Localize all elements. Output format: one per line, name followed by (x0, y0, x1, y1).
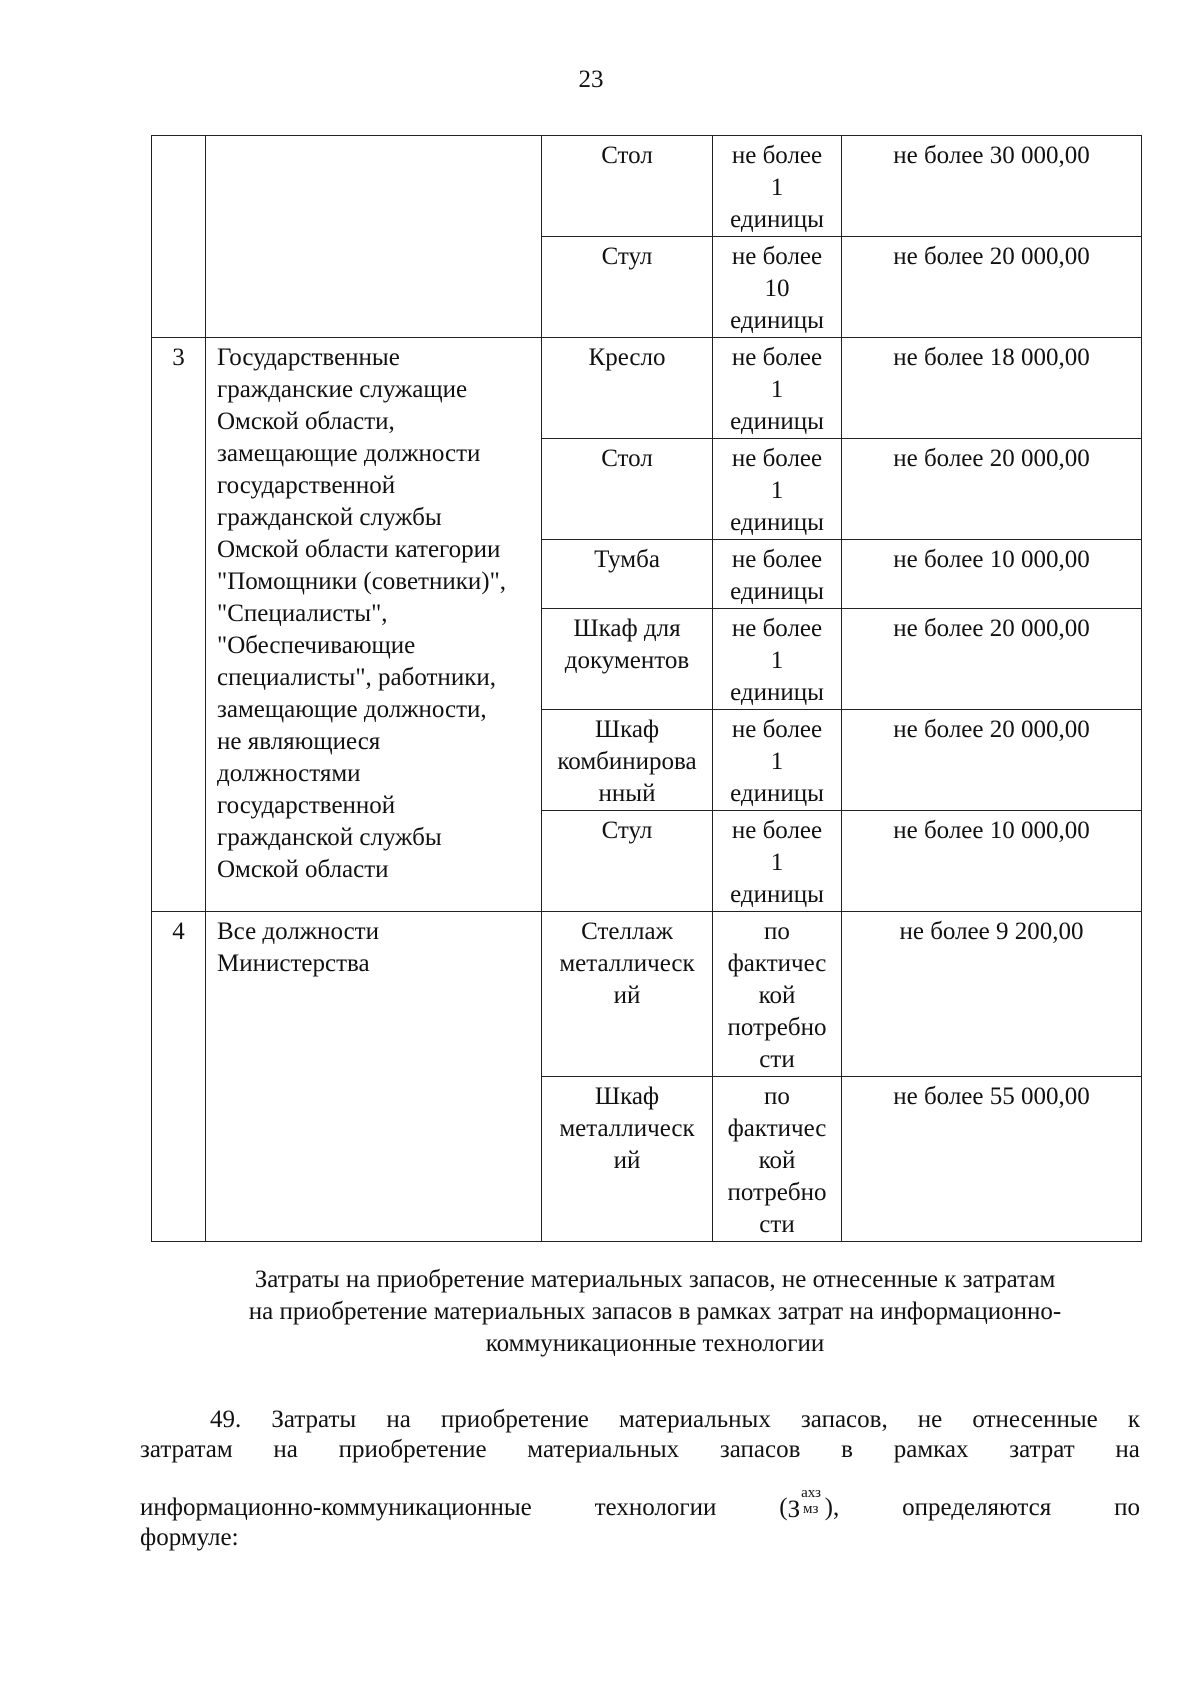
paragraph-line-3 (140, 1485, 1140, 1523)
item-cell: Стол (542, 439, 713, 540)
position-cell (206, 136, 542, 338)
paragraph-word: затратам (140, 1436, 233, 1463)
table-row (152, 338, 1142, 439)
quantity-cell: по фактичес кой потребно сти (713, 912, 842, 1077)
paragraph-word: в (841, 1436, 853, 1463)
paragraph-word: не (917, 1406, 943, 1433)
item-cell: Стеллаж металлическ ий (542, 912, 713, 1077)
quantity-cell: не более 10 единицы (713, 237, 842, 338)
quantity-cell: не более 1 единицы (713, 710, 842, 811)
price-cell: не более 18 000,00 (842, 338, 1142, 439)
table-row (152, 912, 1142, 1077)
price-cell: не более 9 200,00 (842, 912, 1142, 1077)
price-cell: не более 20 000,00 (842, 710, 1142, 811)
quantity-cell: не более 1 единицы (713, 136, 842, 237)
formula-open-paren: ( (779, 1494, 788, 1521)
page-number: 23 (578, 66, 604, 93)
price-cell: не более 20 000,00 (842, 439, 1142, 540)
table-row (152, 136, 1142, 237)
item-cell: Шкаф металлическ ий (542, 1077, 713, 1242)
paragraph-49 (140, 1406, 1140, 1552)
paragraph-word: 49. (210, 1406, 242, 1433)
price-cell: не более 10 000,00 (842, 540, 1142, 609)
paragraph-word: запасов (719, 1436, 801, 1463)
price-cell: не более 10 000,00 (842, 811, 1142, 912)
paragraph-word: материальных (527, 1436, 680, 1463)
position-cell: Все должности Министерства (206, 912, 542, 1242)
section-heading: Затраты на приобретение материальных запасов, не отнесенные к затратам на приобретение материальных запасов в рамках затрат на информационно- коммуникационные технологии (248, 1266, 1062, 1357)
item-cell: Шкаф для документов (542, 609, 713, 710)
item-cell: Стол (542, 136, 713, 237)
formula-close-paren: ), (824, 1494, 840, 1521)
formula-superscript: ахз (801, 1485, 821, 1501)
formula-subscript: мз (802, 1501, 819, 1517)
paragraph-word: запасов, (800, 1406, 888, 1433)
paragraph-line-2 (140, 1436, 1140, 1464)
paragraph-word: приобретение (440, 1406, 589, 1433)
paragraph-word: по (1114, 1494, 1140, 1521)
paragraph-word: на (273, 1436, 298, 1463)
paragraph-word: на (1115, 1436, 1140, 1463)
paragraph-word: отнесенные (972, 1406, 1098, 1433)
price-cell: не более 20 000,00 (842, 237, 1142, 338)
item-cell: Кресло (542, 338, 713, 439)
quantity-cell: не более 1 единицы (713, 338, 842, 439)
quantity-cell: не более 1 единицы (713, 811, 842, 912)
position-cell: Государственные гражданские служащие Омской области, замещающие должности государственной гражданской службы Омской области категории "Помощники (советники)", "Специалисты", "Обеспечивающие специалисты", работники, замещающие должности, не являющиеся должностями государственной гражданской службы Омской области (206, 338, 542, 912)
paragraph-word: рамках (893, 1436, 969, 1463)
row-number-cell (152, 136, 206, 338)
quantity-cell: не более единицы (713, 540, 842, 609)
price-cell: не более 30 000,00 (842, 136, 1142, 237)
formula-main-symbol: З (787, 1496, 801, 1523)
item-cell: Шкаф комбинирова нный (542, 710, 713, 811)
paragraph-word: технологии (594, 1494, 717, 1521)
furniture-cost-table (151, 135, 1142, 1242)
quantity-cell: не более 1 единицы (713, 609, 842, 710)
price-cell: не более 20 000,00 (842, 609, 1142, 710)
paragraph-word: приобретение (338, 1436, 487, 1463)
quantity-cell: не более 1 единицы (713, 439, 842, 540)
paragraph-word: на (386, 1406, 411, 1433)
formula-symbol (779, 1485, 840, 1523)
item-cell: Стул (542, 811, 713, 912)
paragraph-line-4: формуле: (140, 1524, 239, 1551)
paragraph-word: затрат (1009, 1436, 1075, 1463)
paragraph-line-1 (140, 1406, 1140, 1434)
paragraph-word: к (1127, 1406, 1140, 1433)
item-cell: Стул (542, 237, 713, 338)
row-number-cell: 4 (152, 912, 206, 1242)
quantity-cell: по фактичес кой потребно сти (713, 1077, 842, 1242)
item-cell: Тумба (542, 540, 713, 609)
row-number-cell: 3 (152, 338, 206, 912)
price-cell: не более 55 000,00 (842, 1077, 1142, 1242)
paragraph-word: Затраты (271, 1406, 357, 1433)
paragraph-word: информационно-коммуникационные (140, 1494, 532, 1521)
paragraph-word: определяются (902, 1494, 1052, 1521)
paragraph-word: материальных (618, 1406, 771, 1433)
